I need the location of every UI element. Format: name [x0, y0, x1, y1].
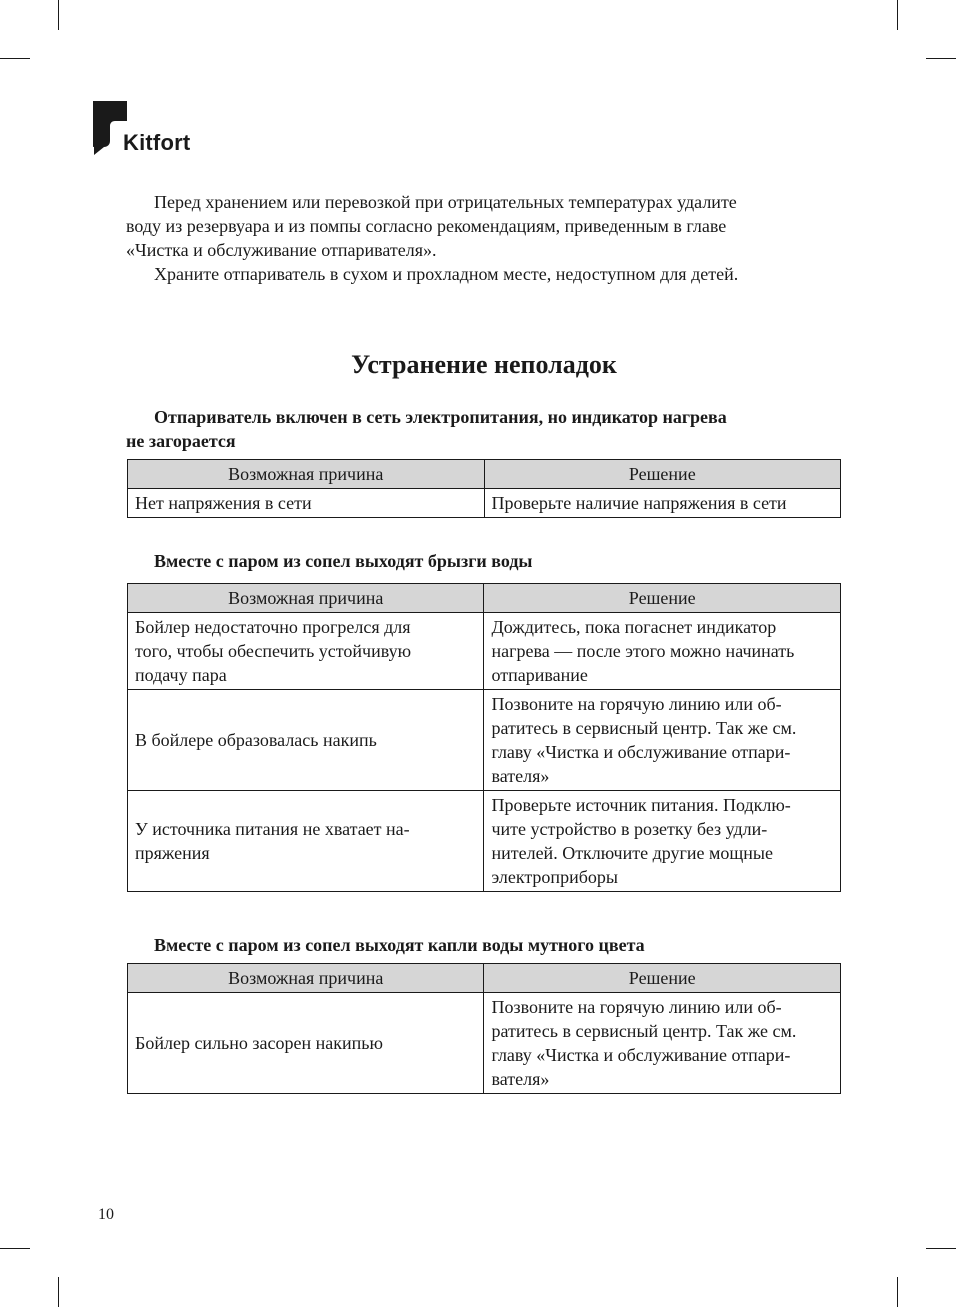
storage-paragraph: Храните отпариватель в сухом и прохладном месте, недоступном для детей.	[154, 264, 739, 284]
crop-mark	[926, 58, 956, 59]
table-row	[128, 690, 841, 791]
table-header-row	[128, 460, 841, 489]
crop-mark	[0, 1248, 30, 1249]
column-header-solution: Решение	[484, 964, 841, 993]
crop-mark	[897, 1277, 898, 1307]
troubleshooting-table	[127, 963, 841, 1094]
troubleshooting-table	[127, 459, 841, 518]
problem-heading: Отпариватель включен в сеть электропитания, но индикатор нагрева не загорается	[126, 407, 727, 451]
table-header-row	[128, 584, 841, 613]
column-header-cause: Возможная причина	[128, 584, 484, 613]
crop-mark	[926, 1248, 956, 1249]
crop-mark	[0, 58, 30, 59]
brand-logo	[93, 101, 213, 157]
table-row	[128, 613, 841, 690]
cause-cell: В бойлере образовалась накипь	[128, 690, 484, 791]
column-header-cause: Возможная причина	[128, 964, 484, 993]
problem-heading: Вместе с паром из сопел выходят капли воды мутного цвета	[154, 935, 645, 955]
crop-mark	[58, 0, 59, 30]
troubleshooting-table	[127, 583, 841, 892]
solution-cell: Позвоните на горячую линию или об- ратитесь в сервисный центр. Так же см. главу «Чистка и обслуживание отпари- вателя»	[484, 690, 841, 791]
problem-heading: Вместе с паром из сопел выходят брызги воды	[154, 551, 533, 571]
table-row	[128, 993, 841, 1094]
page-title: Устранение неполадок	[351, 350, 617, 379]
solution-cell: Проверьте наличие напряжения в сети	[484, 489, 841, 518]
column-header-cause: Возможная причина	[128, 460, 485, 489]
table-header-row	[128, 964, 841, 993]
cause-cell: У источника питания не хватает на- пряжения	[128, 791, 484, 892]
table-row	[128, 791, 841, 892]
storage-paragraph: Перед хранением или перевозкой при отрицательных температурах удалите воду из резервуара и из помпы согласно рекомендациям, приведенным в главе «Чистка и обслуживание отпаривателя».	[126, 192, 737, 260]
column-header-solution: Решение	[484, 584, 841, 613]
table-row	[128, 489, 841, 518]
solution-cell: Позвоните на горячую линию или об- ратитесь в сервисный центр. Так же см. главу «Чистка и обслуживание отпари- вателя»	[484, 993, 841, 1094]
cause-cell: Нет напряжения в сети	[128, 489, 485, 518]
crop-mark	[58, 1277, 59, 1307]
crop-mark	[897, 0, 898, 30]
solution-cell: Проверьте источник питания. Подклю- чите устройство в розетку без удли- нителей. Отключите другие мощные электроприборы	[484, 791, 841, 892]
brand-name: Kitfort	[123, 130, 191, 155]
solution-cell: Дождитесь, пока погаснет индикатор нагрева — после этого можно начинать отпаривание	[484, 613, 841, 690]
column-header-solution: Решение	[484, 460, 841, 489]
page-number: 10	[98, 1206, 114, 1223]
cause-cell: Бойлер недостаточно прогрелся для того, чтобы обеспечить устойчивую подачу пара	[128, 613, 484, 690]
cause-cell: Бойлер сильно засорен накипью	[128, 993, 484, 1094]
